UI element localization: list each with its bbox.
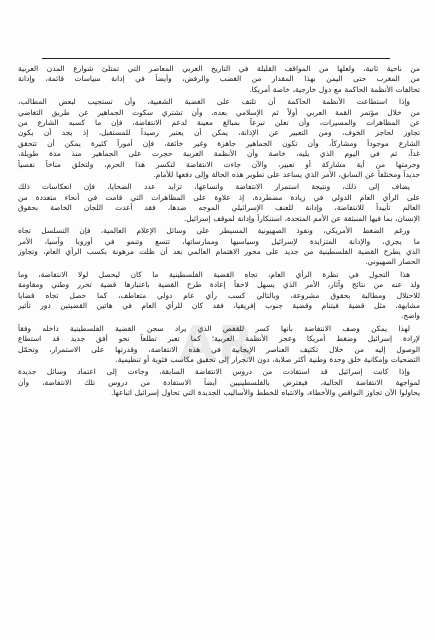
text-line: تجاوز لحاجز الخوف، ومن التعبير عن الإدانة، يمكن أن يعتبر رصيداً للمستقبل، إذ يجد أن يكون [18, 128, 420, 138]
text-line: مشابهة، مثل قضية فيتنام وقضية جنوب إفريقيا، فقد كان للرأي العام في هاتين القضيتين دور تأثير [18, 300, 420, 310]
text-line: من ناحية ثانية، ولعلها من المواقف القليلة في التاريخ العربي المعاصر التي تمتلئ شوارع المدن العربية [18, 64, 420, 73]
text-line: لهذا يمكن وصف الانتفاضة بأنها كسر للقفص الذي يراد سجن القضية الفلسطينية داخله وفقاً [18, 323, 410, 333]
text-line: لإرادة إسرائيل وضغط أمريكا وعجز الأنظمة العربية؛ كما تعبر تطلعاً نحو أفق جديد قد استطاع [18, 334, 420, 344]
text-line: من خلال مؤتمر القمة العربي أولاً ثم الإسلامي بعده، وأن تشتري سكوت الجماهير عن طريق التغاضي [18, 107, 420, 117]
text-line: التضحيات وإمكانية خلق وحدة وطنية أكثر صلابة، دون الانجرار إلى تحقيق مكاسب فئوية أو تنظيمية. [115, 354, 420, 364]
text-line: ورغم الضغط الأمريكي، ونفوذ الصهيونية المسيطر على وسائل الإعلام العالمية، فإن التسلسل تجاه [18, 226, 410, 236]
text-line: الحصار الصهيوني. [365, 257, 420, 267]
text-line: من المغرب حتى اليمن بهذا المقدار من الغضب والرفض، وأيضاً في إدانة سياسات قائمة، وإدانة [18, 74, 420, 84]
text-line: للاحتلال ومطالبة بحقوق مشروعة، وبالتالي كسب رأي عام دولي متعاطف، كما حصل تجاه قضايا [18, 290, 420, 300]
paragraph-p5 [18, 270, 420, 322]
header-rule [42, 58, 390, 59]
text-line: وإذا كانت إسرائيل قد استفادت من دروس الانتفاضة السابقة، وجاءت إلى اعتماد وسائل جديدة [18, 367, 410, 377]
paragraph-p6 [18, 324, 420, 366]
text-line: الوصول إليه من خلال تكثيف العناصر الإيجابية في هذه الانتفاضة، وقدرتها على الاستمرار، وتحمّل [18, 344, 420, 354]
text-line: الذي يطرح القضية الفلسطينية من جديد على محور الاهتمام العالمي بعد أن ظلت مرهونة بكسب الرأي العام، وتجاوز [18, 246, 420, 256]
text-line: الشارع موجوداً ومشاركاً، وأن تكون الجماهير جاهزة وغير خائفة، فإن أموراً كثيرة يمكن أن تتحقق [18, 138, 420, 148]
text-line: واضح. [400, 311, 420, 321]
text-line: تحالفات الأنظمة الحاكمة مع دول خارجية، خاصة أمريكا. [249, 84, 420, 94]
text-line: لمواجهة الانتفاضة الحالية، فيفترض بالفلسطينيين أيضاً الاستفادة من دروس تلك الانتفاضة، وأن [18, 377, 420, 387]
text-line: غداً، ثم في اليوم الذي يليه، خاصة وأن الأنظمة العربية حجرت على الجماهير منذ مدة طويلة، [18, 149, 420, 159]
text-line: على الرأي العام الدولي في زيادة مضطردة، إذ علاوة على المظاهرات التي قامت في أنحاء متعددة من [18, 192, 420, 202]
text-line: ما يجري، والإدانة المتزايدة لإسرائيل وسياسيها وممارساتها، تتسع وتنمو في أوروبا وآسيا، الأمر [18, 236, 420, 246]
text-line: يضاف إلى ذلك، ونتيجة استمرار الانتفاضة واتساعها، تزايد عدد الضحايا، فإن انعكاسات ذلك [18, 182, 410, 192]
paragraph-p2 [18, 97, 420, 180]
text-line: ولد عنه من نتائج وآثار، الأمر الذي يسهل لاحقاً إعادة طرح القضية باعتبارها قضية تحرر وطني ومقاومة [18, 280, 420, 290]
text-line: هذا التحول في نظرة الرأي العام، تجاه القضية الفلسطينية ما كان ليحصل لولا الانتفاضة، وما [18, 269, 410, 279]
paragraph-p1 [18, 64, 420, 95]
text-line: وحرمتها من أية مشاركة أو تعبير، والآن جاءت الانتفاضة لتكسر هذا الحرم، ولتخلق مناخاً نفسياً [18, 159, 420, 169]
watermark: AR [179, 316, 257, 370]
text-line: العالم تأييداً للانتفاضة، وإدانة للعنف الإسرائيلي الموجه ضدها، فقد أعدت اللجان الخاصة بحقوق [18, 203, 420, 213]
body-text [18, 64, 420, 399]
text-line: جديداً ومختلفاً عن السابق، الأمر الذي يساعد على تطوير هذه الحالة وإلى دفعها للأمام. [153, 170, 420, 180]
text-line: الإنسان، بما فيها المنبثقة عن الأمم المتحدة، استنكاراً وإدانة لموقف إسرائيل. [183, 213, 420, 223]
paragraph-p3 [18, 182, 420, 224]
paragraph-p7 [18, 367, 420, 398]
paragraph-p4 [18, 226, 420, 268]
text-line: يحاولوا الآن تجاوز النواقص والأخطاء، والانتباه للخطط والأساليب الجديدة التي تحاول إسرائيل اتباعها. [110, 388, 420, 398]
text-line: عن المظاهرات والمسيرات، وأن تعلن تبرعاً بمبالغ معينة لدعم الانتفاضة، فإن ما كسبه الشارع من [18, 118, 420, 128]
text-line: وإذا استطاعت الأنظمة الحاكمة أن تلتف على الغضبة الشعبية، وأن تستجيب لبعض المطالب، [18, 97, 410, 107]
